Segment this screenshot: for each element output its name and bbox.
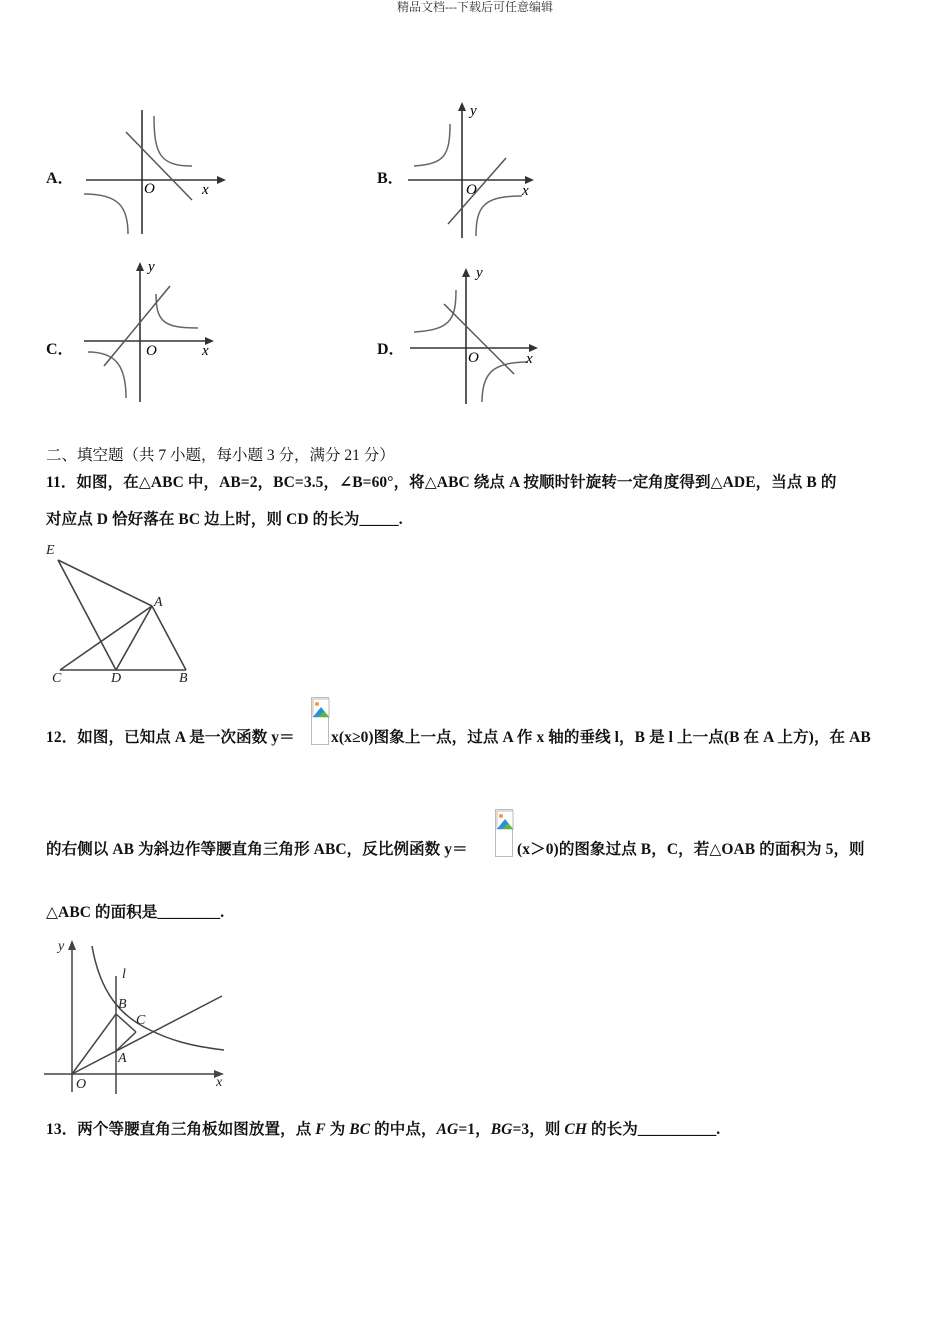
q13-part-e: =3，则 — [512, 1121, 565, 1138]
origin-label: O — [146, 343, 157, 359]
option-a-graph — [80, 104, 230, 239]
q13-part-a: 13．两个等腰直角三角板如图放置，点 — [46, 1121, 316, 1138]
y-axis-label: y — [476, 265, 483, 281]
q12-line1-part1: 12．如图，已知点 A 是一次函数 y＝ — [46, 729, 295, 746]
q11-figure — [40, 538, 200, 688]
origin-label: O — [76, 1077, 87, 1092]
image-icon — [312, 698, 330, 718]
x-axis-label: x — [202, 182, 209, 198]
q13-var-bg: BG — [490, 1121, 513, 1138]
image-icon — [496, 810, 514, 830]
broken-image-placeholder — [311, 697, 329, 745]
point-a-label: A — [154, 595, 163, 610]
q13-var-ch: CH — [564, 1121, 588, 1138]
q13-var-bc: BC — [349, 1121, 371, 1138]
q13-part-d: =1， — [458, 1121, 491, 1138]
q12-line2-part2: (x＞0)的图象过点 B，C，若△OAB 的面积为 5，则 — [517, 841, 865, 858]
option-d-label: D． — [377, 341, 405, 358]
q12-figure — [40, 932, 240, 1097]
broken-image-placeholder — [495, 809, 513, 857]
x-axis-label: x — [526, 351, 533, 367]
y-axis-label: y — [148, 259, 155, 275]
point-d-label: D — [111, 671, 122, 686]
point-b-label: B — [179, 671, 188, 686]
x-axis-label: x — [202, 343, 209, 359]
point-b-label: B — [118, 997, 127, 1012]
option-a-label: A． — [46, 170, 74, 187]
x-axis-label: x — [216, 1075, 223, 1090]
origin-label: O — [466, 182, 477, 198]
option-c-graph — [74, 256, 224, 406]
section-title: 二、填空题（共 7 小题，每小题 3 分，满分 21 分） — [46, 447, 395, 464]
page-header: 精品文档---下载后可任意编辑 — [397, 0, 553, 14]
y-axis-label: y — [470, 103, 477, 119]
q13-var-f: F — [315, 1121, 326, 1138]
q13-var-ag: AG — [436, 1121, 459, 1138]
q11-line1: 11．如图，在△ABC 中，AB=2，BC=3.5，∠B=60°，将△ABC 绕点 A 按顺时针旋转一定角度得到△ADE，当点 B 的 — [46, 474, 837, 491]
q13-part-c: 的中点， — [370, 1121, 437, 1138]
x-axis-label: x — [522, 183, 529, 199]
point-c-label: C — [136, 1013, 146, 1028]
origin-label: O — [144, 181, 155, 197]
point-a-label: A — [118, 1051, 127, 1066]
q13-text — [46, 1117, 720, 1139]
q12-line2-part1: 的右侧以 AB 为斜边作等腰直角三角形 ABC，反比例函数 y＝ — [46, 841, 468, 858]
q13-part-b: 为 — [325, 1121, 350, 1138]
q13-part-f: 的长为__________. — [587, 1121, 721, 1138]
origin-label: O — [468, 350, 479, 366]
q12-line1-part2: x(x≥0)图象上一点，过点 A 作 x 轴的垂线 l，B 是 l 上一点(B 在 A 上方)，在 AB — [331, 729, 871, 746]
line-l-label: l — [122, 967, 126, 982]
y-axis-label: y — [58, 939, 65, 954]
option-c-label: C． — [46, 341, 74, 358]
option-b-label: B． — [377, 170, 404, 187]
option-b-graph — [404, 96, 539, 241]
point-c-label: C — [52, 671, 62, 686]
q12-line3: △ABC 的面积是________. — [46, 904, 225, 921]
q11-line2: 对应点 D 恰好落在 BC 边上时，则 CD 的长为_____. — [46, 511, 403, 528]
option-d-graph — [404, 262, 544, 407]
point-e-label: E — [46, 543, 55, 558]
